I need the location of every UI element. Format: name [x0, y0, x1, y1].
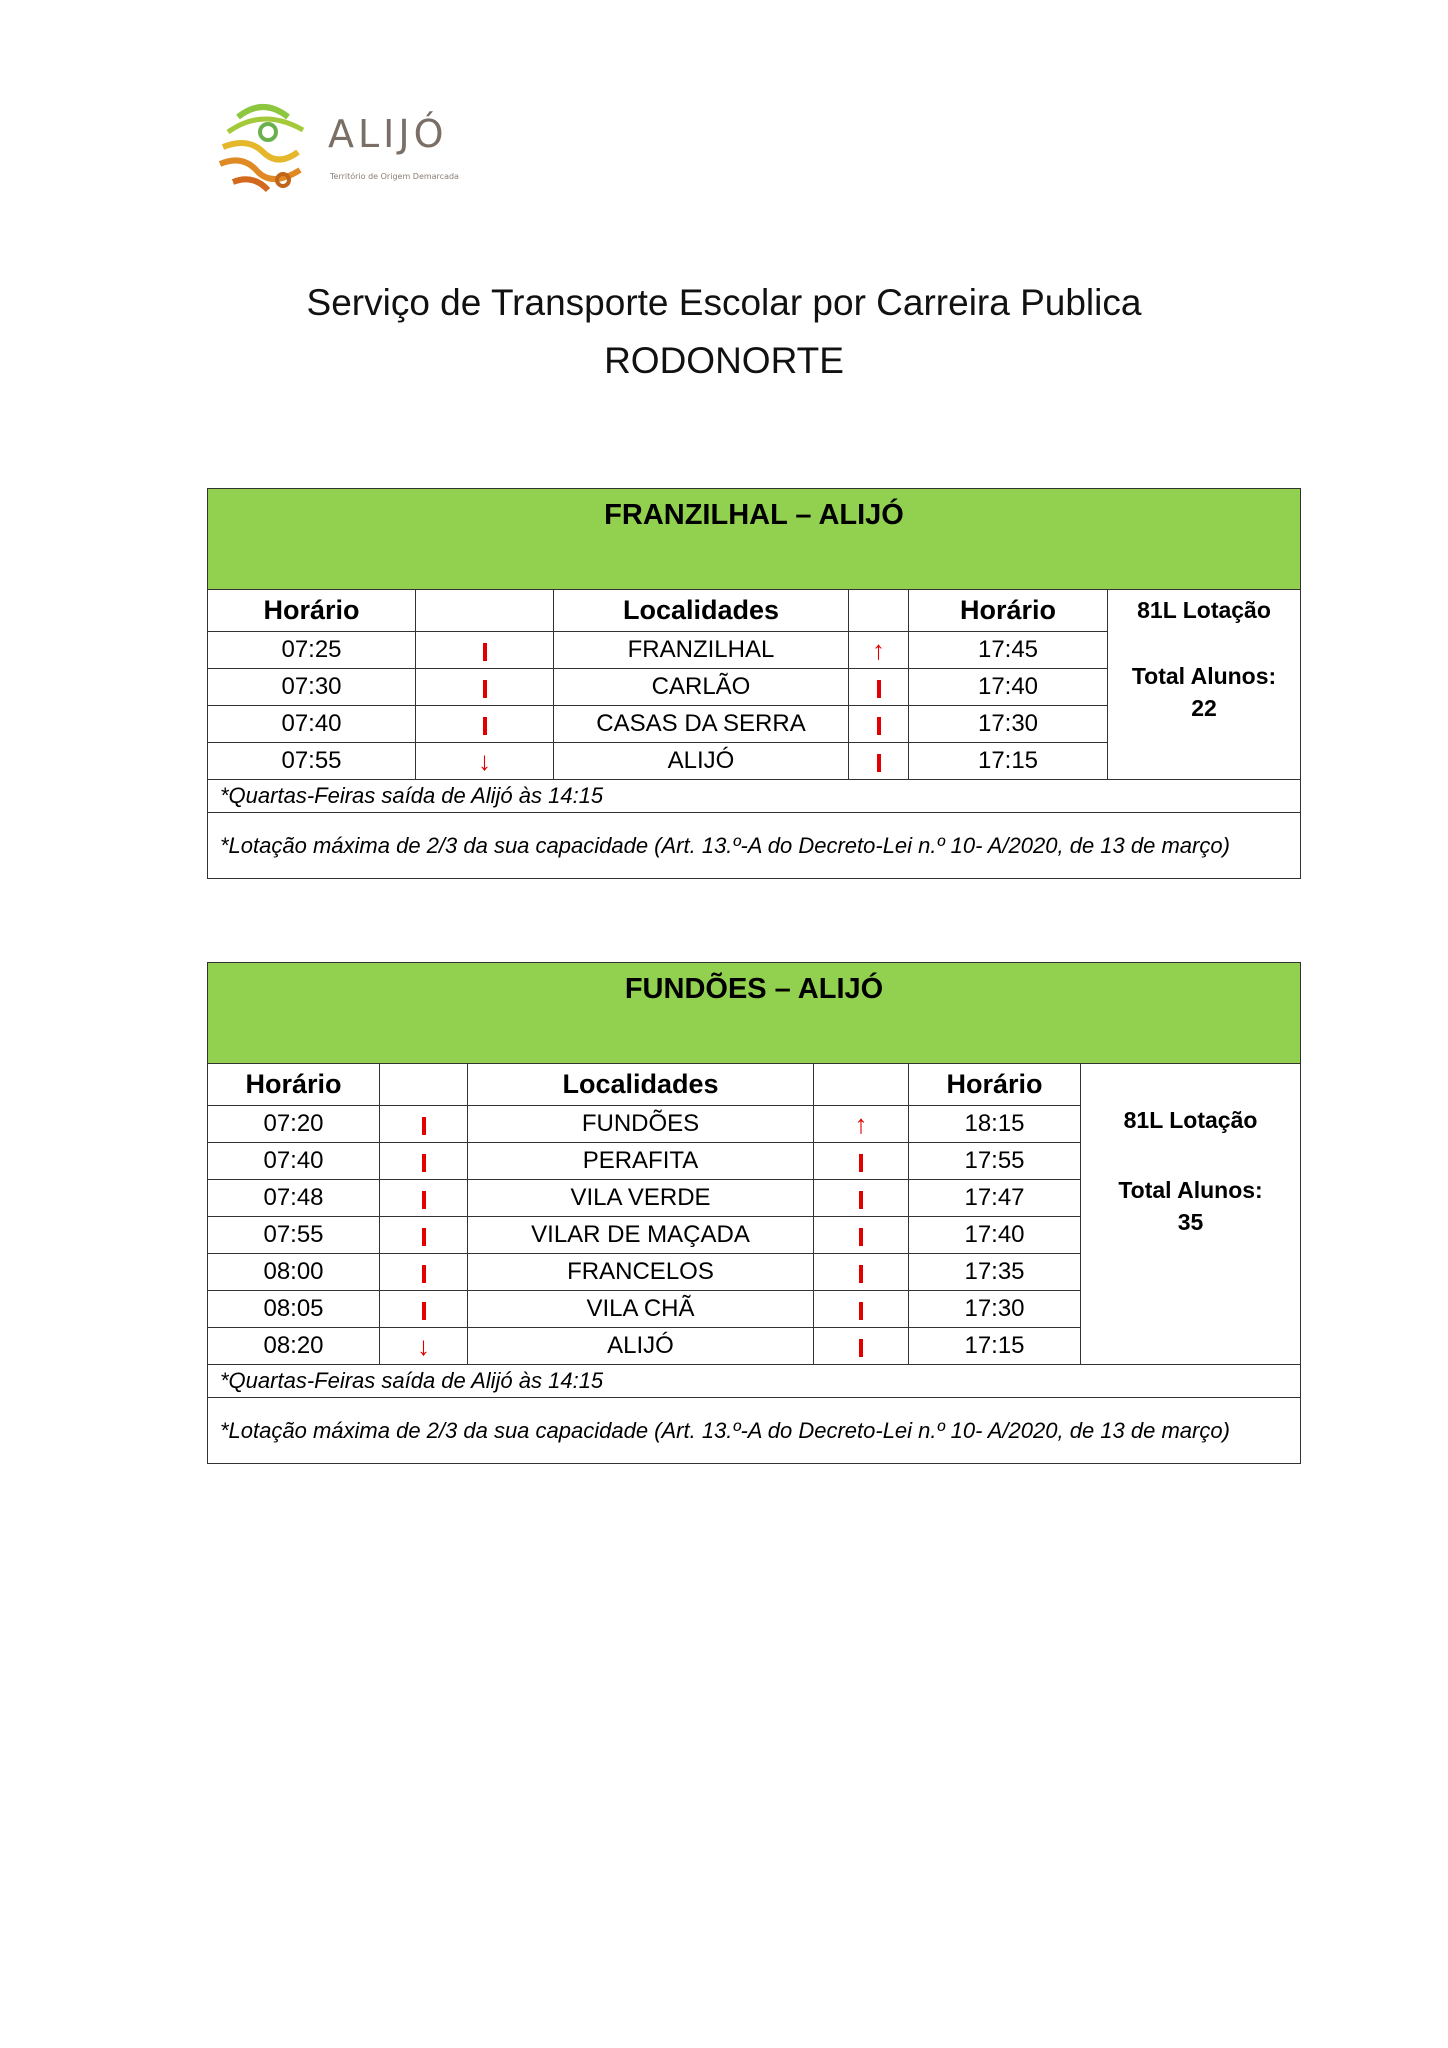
col-header-time-back: Horário	[909, 1064, 1081, 1106]
return-bar-icon	[849, 743, 909, 780]
alijo-logo	[208, 92, 468, 202]
outbound-bar-icon	[380, 1291, 468, 1328]
time-back: 17:15	[909, 743, 1108, 780]
place-name: FRANZILHAL	[554, 632, 849, 669]
capacity-label: 81L Lotação	[1123, 1107, 1258, 1133]
route-info	[1081, 1064, 1301, 1365]
students-label: Total Alunos:	[1131, 663, 1277, 689]
outbound-bar-icon	[416, 669, 554, 706]
time-out: 08:20	[208, 1328, 380, 1365]
students-count: 22	[1191, 695, 1217, 721]
logo-tagline: Território de Origem Demarcada	[330, 172, 459, 181]
time-out: 08:05	[208, 1291, 380, 1328]
place-name: PERAFITA	[468, 1143, 814, 1180]
time-back: 17:45	[909, 632, 1108, 669]
route-info	[1108, 590, 1301, 780]
time-out: 07:30	[208, 669, 416, 706]
time-back: 17:15	[909, 1328, 1081, 1365]
place-name: CARLÃO	[554, 669, 849, 706]
place-name: VILA VERDE	[468, 1180, 814, 1217]
place-name: ALIJÓ	[468, 1328, 814, 1365]
outbound-bar-icon	[380, 1106, 468, 1143]
place-name: VILA CHÃ	[468, 1291, 814, 1328]
time-back: 17:47	[909, 1180, 1081, 1217]
return-bar-icon	[849, 706, 909, 743]
arrow-down-icon: ↓	[380, 1328, 468, 1365]
time-back: 17:55	[909, 1143, 1081, 1180]
note-wednesday: *Quartas-Feiras saída de Alijó às 14:15	[208, 780, 1301, 813]
time-out: 08:00	[208, 1254, 380, 1291]
time-out: 07:48	[208, 1180, 380, 1217]
time-out: 07:55	[208, 743, 416, 780]
time-back: 17:40	[909, 669, 1108, 706]
arrow-up-icon: ↑	[849, 632, 909, 669]
page-subtitle: RODONORTE	[604, 340, 844, 381]
time-out: 07:40	[208, 706, 416, 743]
logo-wordmark: ALIJÓ	[328, 112, 448, 156]
outbound-bar-icon	[380, 1254, 468, 1291]
route-title: FUNDÕES – ALIJÓ	[208, 963, 1301, 1064]
time-back: 17:30	[909, 1291, 1081, 1328]
outbound-bar-icon	[380, 1217, 468, 1254]
time-back: 17:30	[909, 706, 1108, 743]
outbound-bar-icon	[380, 1143, 468, 1180]
time-back: 18:15	[909, 1106, 1081, 1143]
students-label: Total Alunos:	[1118, 1177, 1263, 1203]
arrow-up-icon: ↑	[814, 1106, 909, 1143]
col-header-blank	[814, 1064, 909, 1106]
return-bar-icon	[814, 1254, 909, 1291]
time-out: 07:20	[208, 1106, 380, 1143]
time-out: 07:40	[208, 1143, 380, 1180]
note-wednesday: *Quartas-Feiras saída de Alijó às 14:15	[208, 1365, 1301, 1398]
col-header-places: Localidades	[468, 1064, 814, 1106]
col-header-time-back: Horário	[909, 590, 1108, 632]
place-name: FUNDÕES	[468, 1106, 814, 1143]
note-capacity: *Lotação máxima de 2/3 da sua capacidade (Art. 13.º-A do Decreto-Lei n.º 10- A/2020, de 13 de março)	[208, 1398, 1301, 1464]
route-title: FRANZILHAL – ALIJÓ	[208, 489, 1301, 590]
time-out: 07:55	[208, 1217, 380, 1254]
alijo-emblem-icon	[208, 92, 318, 202]
place-name: FRANCELOS	[468, 1254, 814, 1291]
capacity-label: 81L Lotação	[1137, 597, 1271, 623]
place-name: VILAR DE MAÇADA	[468, 1217, 814, 1254]
time-back: 17:40	[909, 1217, 1081, 1254]
col-header-blank	[416, 590, 554, 632]
students-count: 35	[1177, 1209, 1204, 1235]
route-table-franzilhal	[207, 488, 1301, 879]
return-bar-icon	[814, 1143, 909, 1180]
col-header-blank	[849, 590, 909, 632]
return-bar-icon	[814, 1291, 909, 1328]
return-bar-icon	[814, 1180, 909, 1217]
col-header-blank	[380, 1064, 468, 1106]
return-bar-icon	[814, 1217, 909, 1254]
place-name: ALIJÓ	[554, 743, 849, 780]
place-name: CASAS DA SERRA	[554, 706, 849, 743]
col-header-places: Localidades	[554, 590, 849, 632]
page-title: Serviço de Transporte Escolar por Carreira Publica	[306, 282, 1142, 323]
col-header-time-out: Horário	[208, 1064, 380, 1106]
arrow-down-icon: ↓	[416, 743, 554, 780]
return-bar-icon	[849, 669, 909, 706]
time-back: 17:35	[909, 1254, 1081, 1291]
note-capacity: *Lotação máxima de 2/3 da sua capacidade (Art. 13.º-A do Decreto-Lei n.º 10- A/2020, de 13 de março)	[208, 813, 1301, 879]
col-header-time-out: Horário	[208, 590, 416, 632]
time-out: 07:25	[208, 632, 416, 669]
return-bar-icon	[814, 1328, 909, 1365]
outbound-bar-icon	[380, 1180, 468, 1217]
outbound-bar-icon	[416, 706, 554, 743]
route-table-fundoes	[207, 962, 1301, 1464]
outbound-bar-icon	[416, 632, 554, 669]
